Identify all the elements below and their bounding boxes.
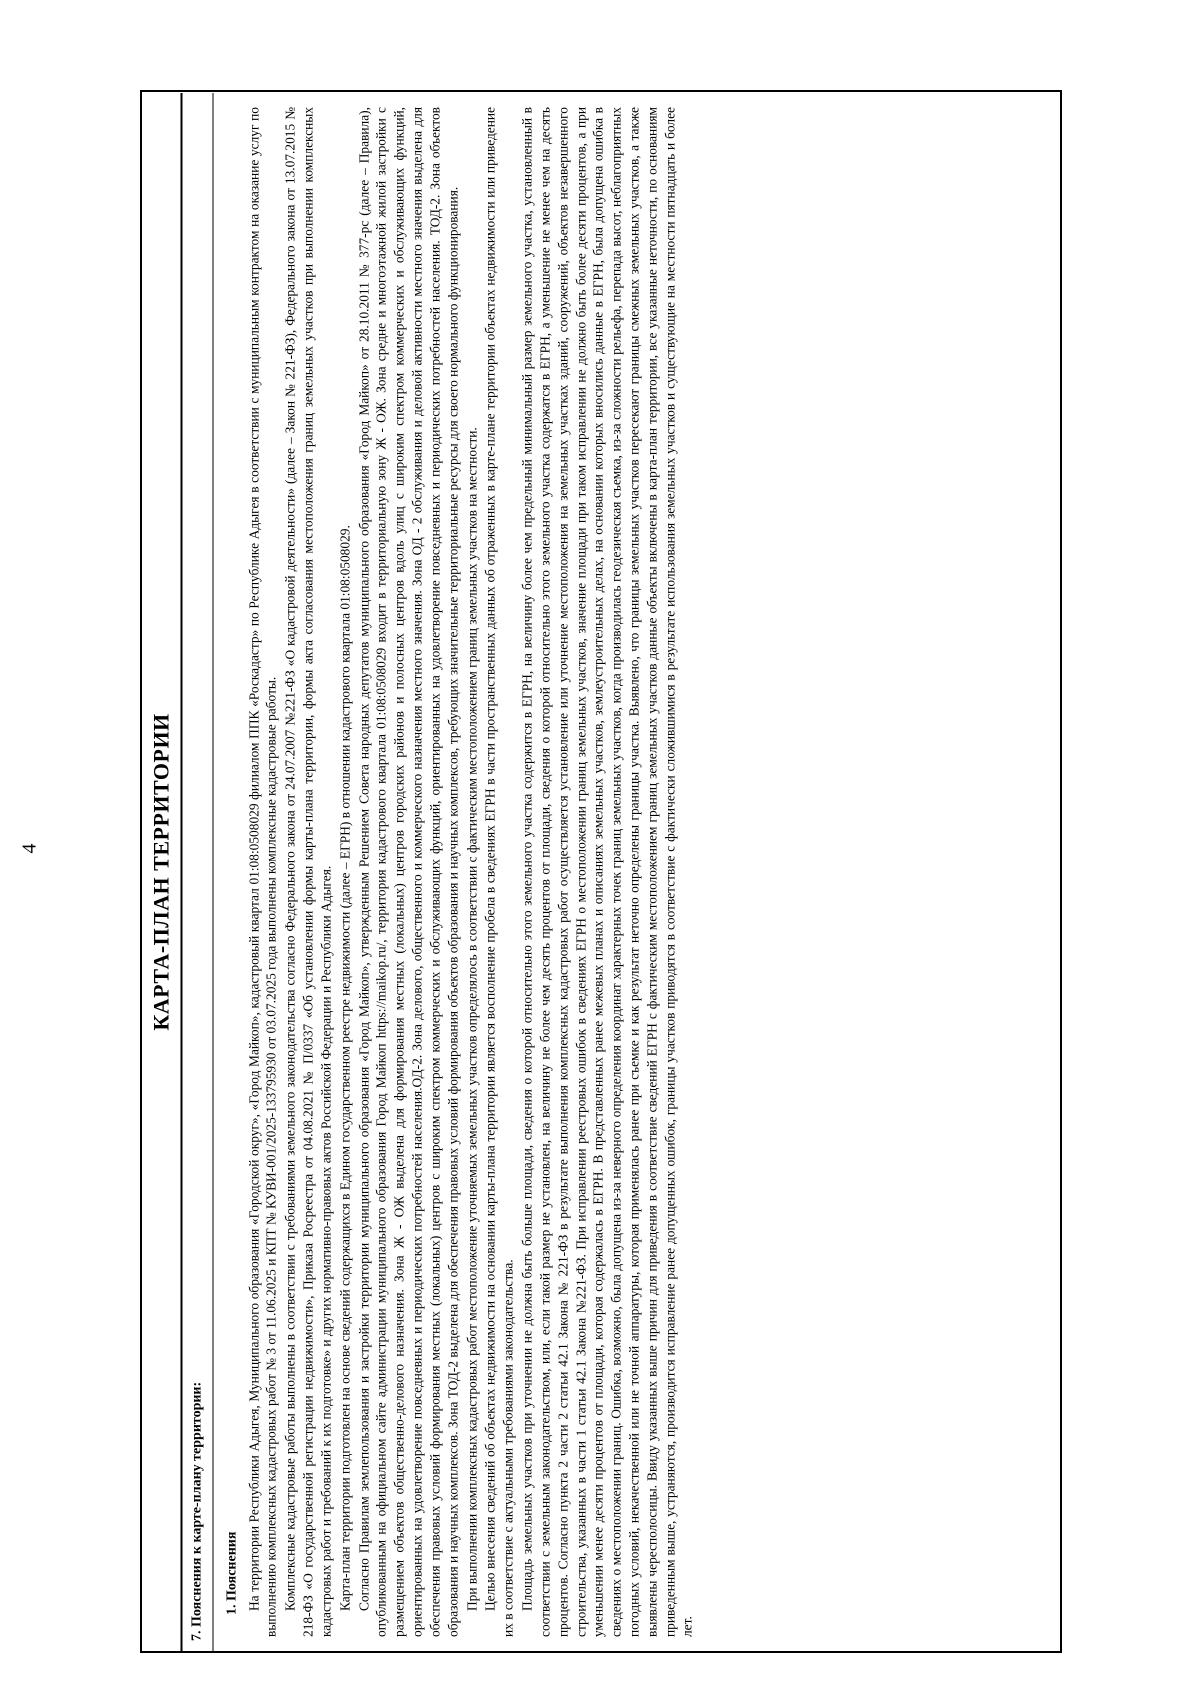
document-title: КАРТА-ПЛАН ТЕРРИТОРИИ bbox=[143, 93, 183, 1651]
subsection-title: 1. Пояснения bbox=[224, 1531, 240, 1615]
section-title: 7. Пояснения к карте-плану территории: bbox=[183, 93, 214, 1651]
paragraph: Комплексные кадастровые работы выполнены в соответствии с требованиями земельного законодательства согласно Федерального закона от 24.07.2007 №221-ФЗ «О кадастровой деятельности» (далее – Закон № 221-ФЗ), Федерального закона от 13.07.2015 № 218-ФЗ «О государственной регистрации недвижимости», Приказа Росреестра от 04.08.2021 № П/0337 «Об установлении формы карты-плана территории, формы акта согласования местоположения границ земельных участков при выполнении комплексных кадастровых работ и требований к их подготовке» и других нормативно-правовых актов Российской Федерации и Республики Адыгея. bbox=[282, 106, 334, 1637]
paragraph: Целью внесения сведений об объектах недвижимости на основании карты-плана территории является восполнение пробела в сведениях ЕГРН в части пространственных данных об отраженных в карте-плане территории объектах недвижимости или приведение их в соответствие с актуальными требованиями законодательства. bbox=[482, 106, 516, 1637]
page-number bbox=[0, 0, 60, 1697]
page-number-text: 4 bbox=[18, 843, 41, 854]
paragraph: Площадь земельных участков при уточнении не должна быть больше площади, сведения о которой относительно этого земельного участка содержится в ЕГРН, на величину более чем предельный минимальный размер земельного участка, установленный в соответствии с земельным законодательством, или, если такой размер не установлен, на величину не более чем десять процентов от площади, сведения о которой относительно этого земельного участка содержатся в ЕГРН, а уменьшение не менее чем на десять процентов. Согласно пункта 2 части 2 статьи 42.1 Закона № 221-ФЗ в результате выполнения комплексных кадастровых работ осуществляется установление или уточнение местоположения на земельных участках зданий, сооружений, объектов незавершенного строительства, указанных в части 1 статьи 42.1 Закона №221-ФЗ. При исправлении реестровых ошибок в сведениях ЕГРН о местоположении границ земельных участков, значение площади при таком исправлении не должно быть более десяти процентов, а при уменьшении менее десяти процентов от площади, которая содержалась в ЕГРН. В представленных ранее межевых планах и описаниях земельных участков, землеустроительных делах, на основании которых вносились данные в ЕГРН, была допущена ошибка в сведениях о местоположении границ. Ошибка, возможно, была допущена из-за неверного определения координат характерных точек границ земельных участков, когда производилась геодезическая съемка, из-за сложности рельефа, перепада высот, неблагоприятных погодных условий, некачественной или не точной аппаратуры, которая применялась ранее при съемке и как результат неточно определены границы участка. Выявлено, что границы земельных участков пересекают границы смежных земельных участков, а также выявлены чересполосицы. Ввиду указанных выше причин для приведения в соответствие сведений ЕГРН с фактическим местоположением границ земельных участков данные объекты включены в карта-план территории, все указанные неточности, по основаниям приведенным выше, устраняются, производится исправление ранее допущенных ошибок, границы участков приводятся в соответствие с фактически сложившимися в результате использования земельных участков и существующие на местности пятнадцать и более лет. bbox=[519, 106, 695, 1637]
paragraph: Согласно Правилам землепользования и застройки территории муниципального образования «Город Майкоп», утвержденным Решением Совета народных депутатов муниципального образования «Город Майкоп» от 28.10.2011 № 377-рс (далее – Правила), опубликованным на официальном сайте администрации муниципального образования Город Майкоп https://maikop.ru/, территория кадастрового квартала 01:08:0508029 входит в территориальную зону Ж - ОЖ. Зона средне и многоэтажной жилой застройки с размещением объектов общественно-делового назначения. Зона Ж - ОЖ выделена для формирования местных (локальных) центров городских районов и полосных центров вдоль улиц с широким спектром коммерческих и обслуживающих функций, ориентированных на удовлетворение повседневных и периодических потребностей населения.ОД-2. Зона делового, общественного и коммерческого назначения местного значения. Зона ОД - 2 обслуживания и деловой активности местного значения выделена для обеспечения правовых условий формирования местных (локальных) центров с широким спектром коммерческих и обслуживающих функций, ориентированных на удовлетворение повседневных и периодических потребностей населения. ТОД-2. Зона объектов образования и научных комплексов. Зона ТОД-2 выделена для обеспечения правовых условий формирования объектов образования и научных комплексов, требующих значительные территориальные ресурсы для своего нормального функционирования. bbox=[356, 106, 461, 1637]
rotated-content bbox=[143, 93, 1060, 1651]
explanations-content bbox=[214, 93, 704, 1651]
paragraph: При выполнении комплексных кадастровых работ местоположение уточняемых земельных участков определялось в соответствии с фактическим местоположением границ земельных участков на местности. bbox=[464, 426, 480, 1611]
paragraph: На территории Республики Адыгея, Муниципального образования «Городской округ», «Город Майкоп», кадастровый квартал 01:08:0508029 филиалом ППК «Роскадастр» по Республике Адыгея в соответствии с муниципальным контрактом на оказание услуг по выполнению комплексных кадастровых работ № 3 от 11.06.2025 и КПТ № КУВИ-001/2025-133795930 от 03.07.2025 года выполнены комплексные кадастровые работы. bbox=[246, 106, 279, 1637]
paragraph: Карта-план территории подготовлен на основе сведений содержащихся в Едином государственном реестре недвижимости (далее – ЕГРН) в отношении кадастрового квартала 01:08:0508029. bbox=[337, 524, 353, 1611]
document-frame bbox=[140, 90, 1062, 1653]
